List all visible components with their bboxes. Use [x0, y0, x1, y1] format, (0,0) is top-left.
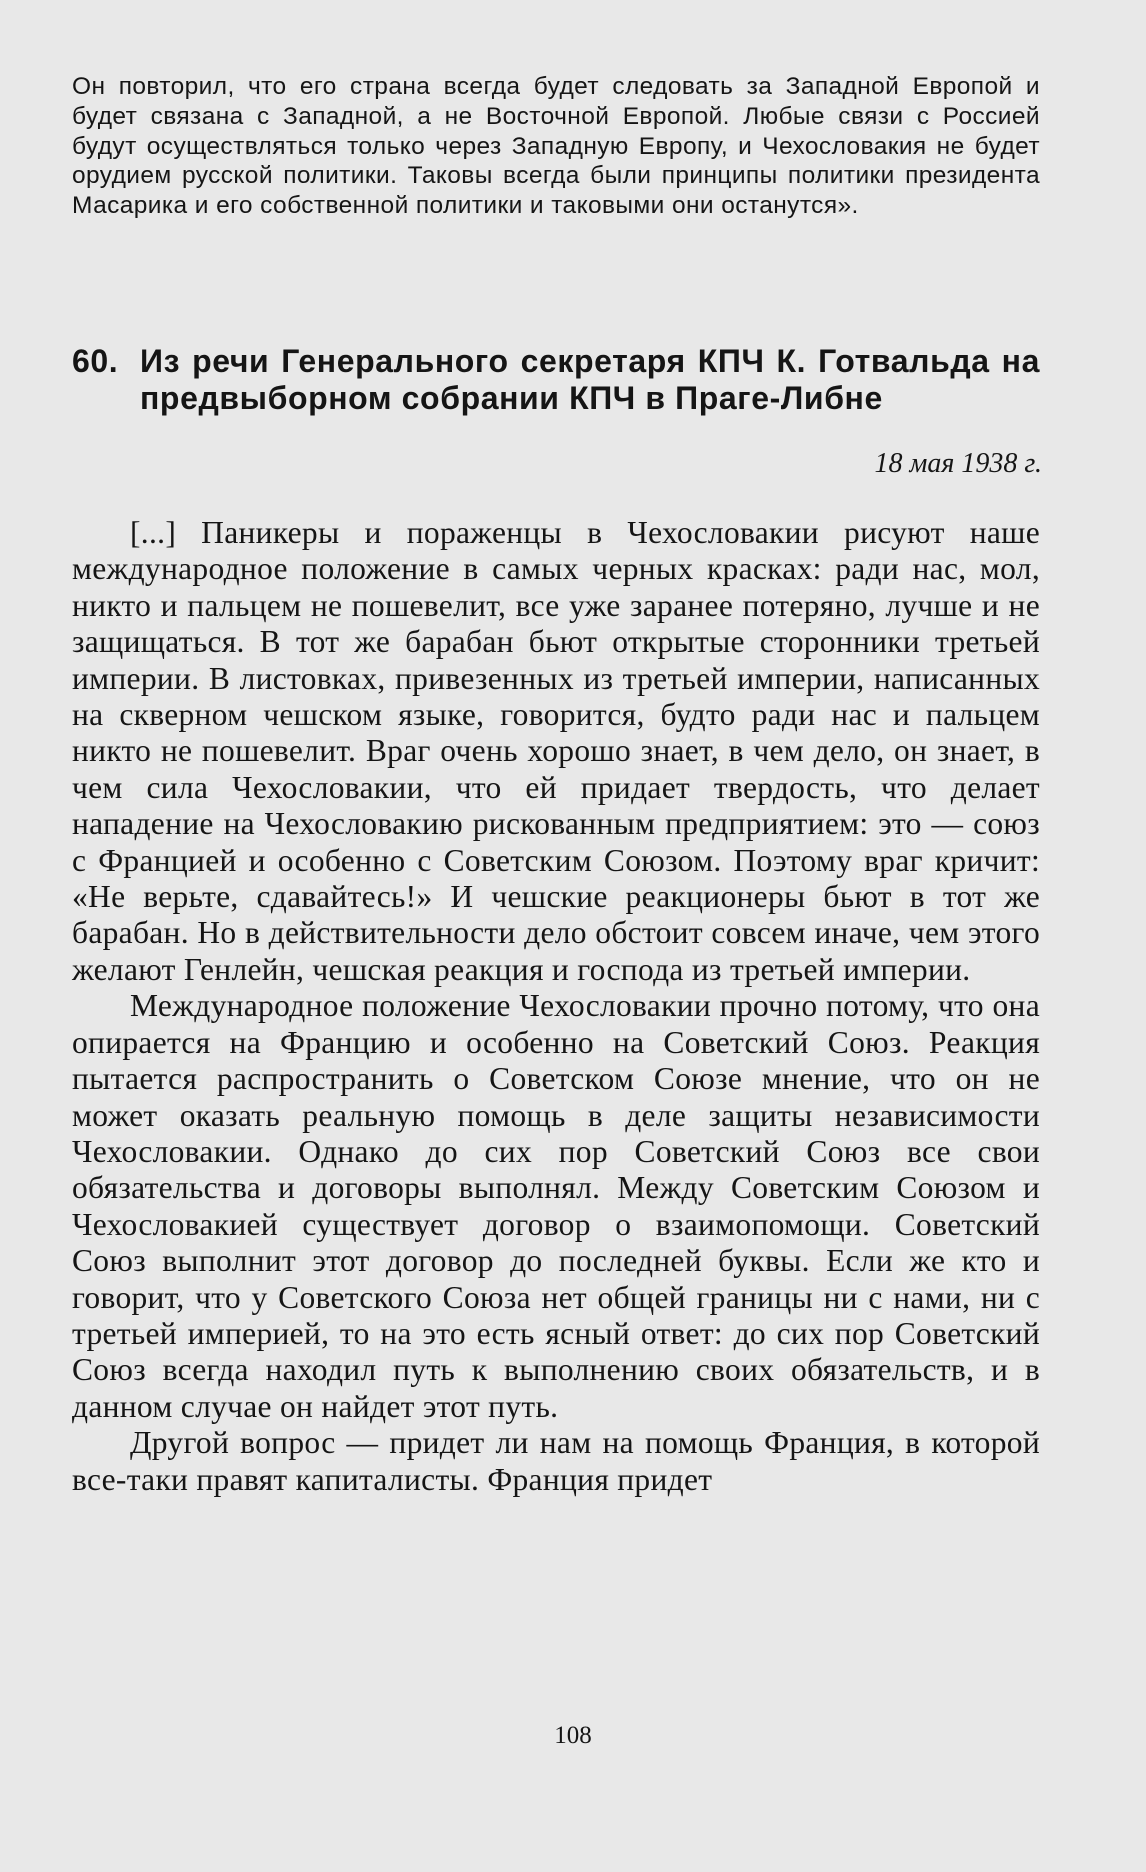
body-paragraph: [...] Паникеры и пораженцы в Чехословакии рисуют наше международное положение в самых черных красках: ради нас, мол, никто и пальцем не пошевелит, все уже заранее потеряно, лучше и не защищаться. В тот же барабан бьют открытые сторонники третьей империи. В листовках, привезенных из третьей империи, написанных на скверном чешском языке, говорится, будто ради нас и пальцем никто не пошевелит. Враг очень хорошо знает, в чем дело, он знает, в чем сила Чехословакии, что ей придает твердость, что делает нападение на Чехословакию рискованным предприятием: это — союз с Францией и особенно с Советским Союзом. Поэтому враг кричит: «Не верьте, сдавайтесь!» И чешские реакционеры бьют в тот же барабан. Но в действительности дело обстоит совсем иначе, чем этого желают Генлейн, чешская реакция и господа из третьей империи. — [72, 515, 1040, 987]
body-paragraph: Другой вопрос — придет ли нам на помощь Франция, в которой все-таки правят капиталисты. Франция придет — [72, 1425, 1040, 1497]
page-number: 108 — [554, 1722, 592, 1749]
intro-paragraph: Он повторил, что его страна всегда будет следовать за Западной Европой и будет связана с Западной, а не Восточной Европой. Любые связи с Россией будут осуществляться только через Западную Европу, и Чехословакия не будет орудием русской политики. Таковы всегда были принципы политики президента Масарика и его собственной политики и таковыми они останутся». — [72, 73, 1040, 220]
document-date: 18 мая 1938 г. — [874, 448, 1042, 479]
document-title: Из речи Генерального секретаря КПЧ К. Готвальда на предвыборном собрании КПЧ в Праге-Либне — [140, 343, 1040, 416]
document-heading — [72, 343, 1040, 417]
document-number: 60. — [72, 343, 119, 379]
document-body — [72, 515, 1040, 1498]
body-paragraph: Международное положение Чехословакии прочно потому, что она опирается на Францию и особенно на Советский Союз. Реакция пытается распространить о Советском Союзе мнение, что он не может оказать реальную помощь в деле защиты независимости Чехословакии. Однако до сих пор Советский Союз все свои обязательства и договоры выполнял. Между Советским Союзом и Чехословакией существует договор о взаимопомощи. Советский Союз выполнит этот договор до последней буквы. Если же кто и говорит, что у Советского Союза нет общей границы ни с нами, ни с третьей империей, то на это есть ясный ответ: до сих пор Советский Союз всегда находил путь к выполнению своих обязательств, и в данном случае он найдет этот путь. — [72, 988, 1040, 1424]
